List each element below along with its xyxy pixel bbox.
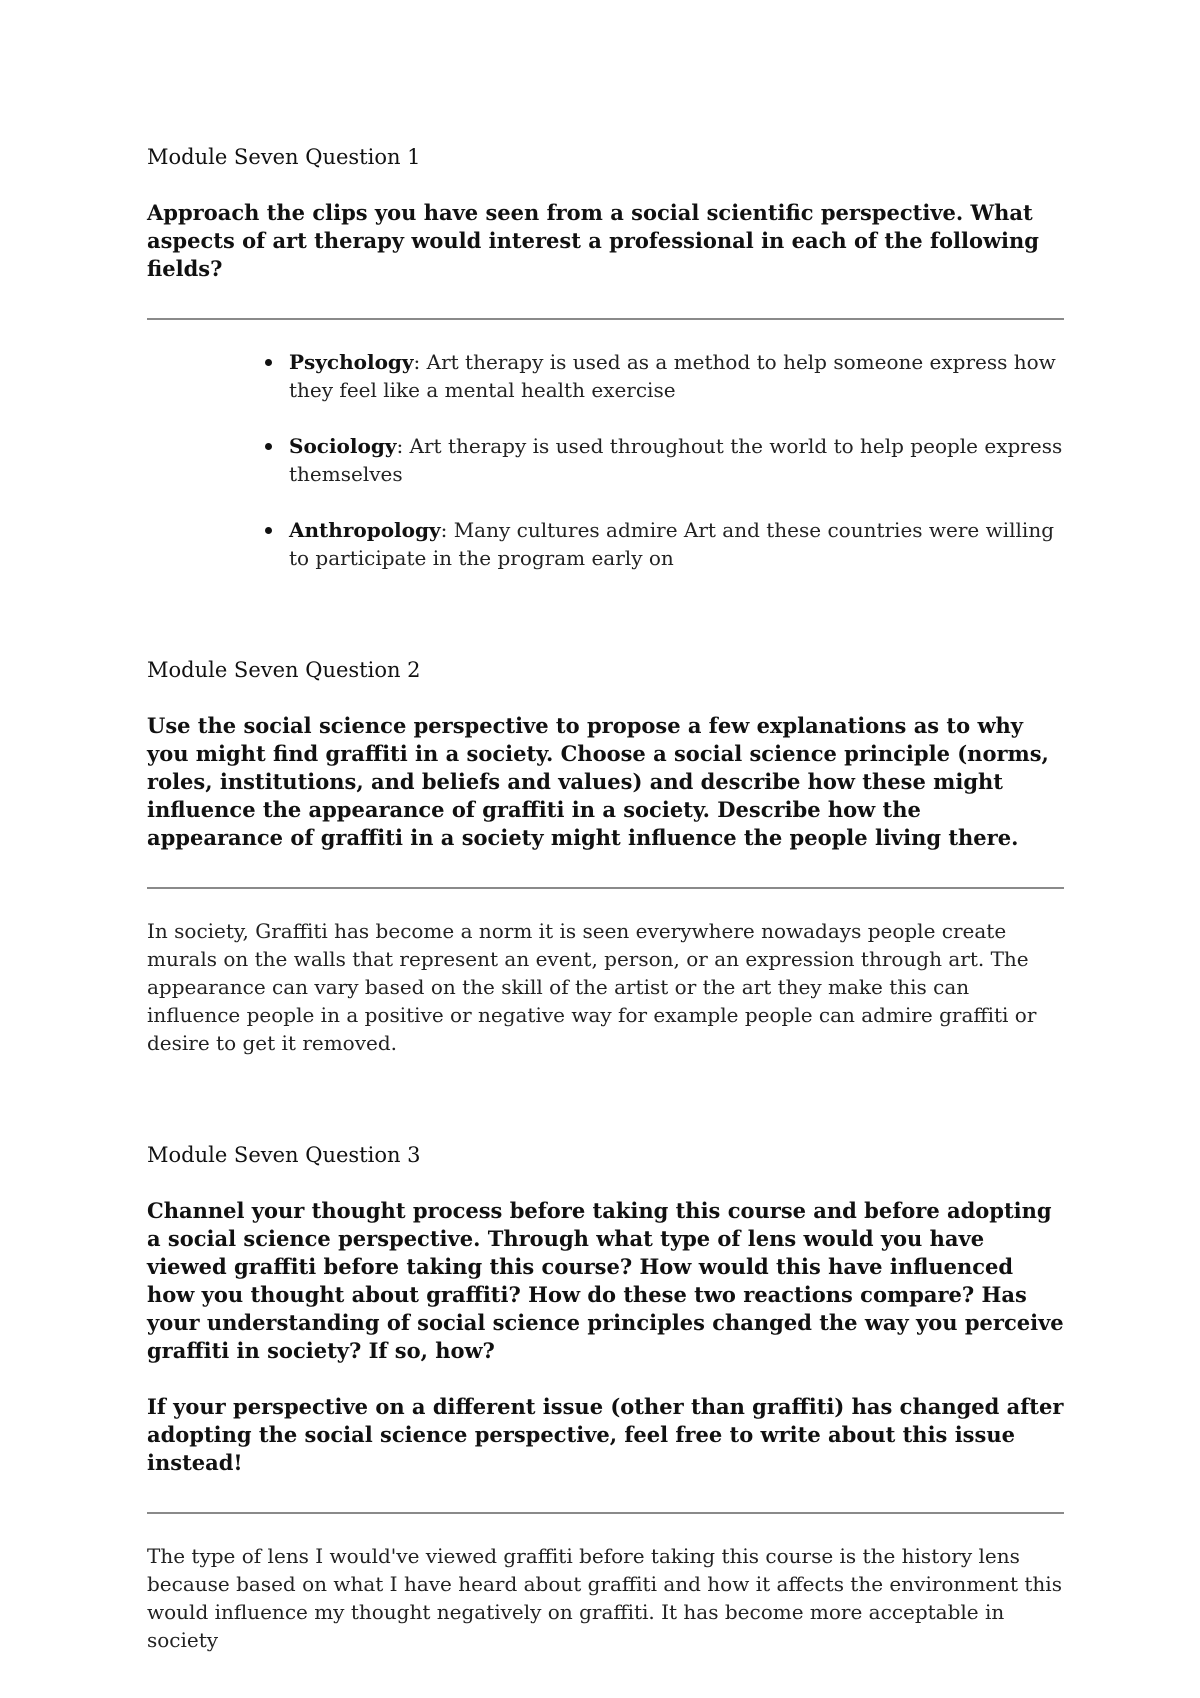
list-item-anthropology <box>147 516 1064 572</box>
list-item-psychology <box>147 348 1064 404</box>
bullet-icon <box>265 359 272 366</box>
q3-answer: The type of lens I would've viewed graffiti before taking this course is the history lens because based on what I have heard about graffiti and how it affects the environment this would influence my thought negatively on graffiti. It has become more acceptable in society <box>147 1544 1062 1652</box>
list-item-term: Sociology <box>289 434 397 458</box>
q3-heading: Module Seven Question 3 <box>147 1143 421 1167</box>
q3-prompt: Channel your thought process before taking this course and before adopting a social science perspective. Through what type of lens would you have viewed graffiti before taking this course? How would this have influenced how you thought about graffiti? How do these two reactions compare? Has your understanding of social science principles changed the way you perceive graffiti in society? If so, how? <box>147 1198 1064 1363</box>
q1-prompt: Approach the clips you have seen from a social scientific perspective. What aspects of art therapy would interest a professional in each of the following fields? <box>147 200 1039 281</box>
q2-answer: In society, Graffiti has become a norm it is seen everywhere nowadays people create murals on the walls that represent an event, person, or an expression through art. The appearance can vary based on the skill of the artist or the art they make this can influence people in a positive or negative way for example people can admire graffiti or desire to get it removed. <box>147 919 1037 1055</box>
q2-prompt: Use the social science perspective to propose a few explanations as to why you might find graffiti in a society. Choose a social science principle (norms, roles, institutions, and beliefs and values) and describe how these might influence the appearance of graffiti in a society. Describe how the appearance of graffiti in a society might influence the people living there. <box>147 713 1049 850</box>
list-item-text: : Many cultures admire Art and these countries were willing to participate in the program early on <box>289 518 1055 570</box>
q2-heading: Module Seven Question 2 <box>147 658 421 682</box>
bullet-icon <box>265 443 272 450</box>
q1-heading: Module Seven Question 1 <box>147 145 421 169</box>
bullet-icon <box>265 527 272 534</box>
q3-prompt-alternate: If your perspective on a different issue (other than graffiti) has changed after adopting the social science perspective, feel free to write about this issue instead! <box>147 1394 1064 1475</box>
document-page <box>147 143 1064 1654</box>
list-item-term: Anthropology <box>289 518 441 542</box>
list-item-text: : Art therapy is used as a method to help someone express how they feel like a mental health exercise <box>289 350 1056 402</box>
list-item-sociology <box>147 432 1064 488</box>
list-item-term: Psychology <box>289 350 414 374</box>
q1-answer-list <box>147 348 1064 572</box>
list-item-text: : Art therapy is used throughout the world to help people express themselves <box>289 434 1063 486</box>
